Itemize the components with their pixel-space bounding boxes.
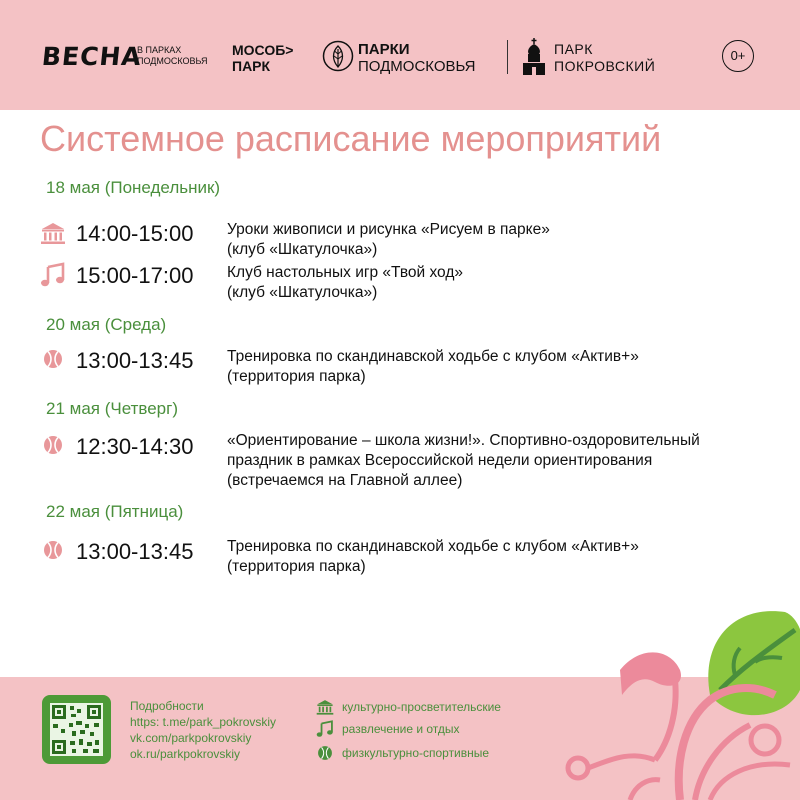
telegram-link[interactable]: https: t.me/park_pokrovskiy xyxy=(130,715,277,729)
event-time: 14:00-15:00 xyxy=(76,221,194,246)
age-rating-badge: 0+ xyxy=(722,40,754,72)
day-heading: 21 мая (Четверг) xyxy=(46,399,178,418)
parki-leaf-icon xyxy=(322,40,354,72)
ball-icon xyxy=(316,744,334,762)
music-note-icon xyxy=(316,720,334,738)
vesna-logo: ВЕСНА xyxy=(40,42,144,71)
ball-icon xyxy=(40,346,66,372)
details-label: Подробности xyxy=(130,699,204,713)
header-bar xyxy=(0,0,800,110)
event-description: Клуб настольных игр «Твой ход» (клуб «Шкатулочка») xyxy=(227,264,464,301)
legend-label: развлечение и отдых xyxy=(342,722,460,736)
event-description: «Ориентирование – школа жизни!». Спортивно-оздоровительный праздник в рамках Всероссийской недели ориентирования (встречаемся на Главной аллее) xyxy=(227,432,700,489)
header-divider xyxy=(507,40,508,74)
event-description: Уроки живописи и рисунка «Рисуем в парке» (клуб «Шкатулочка») xyxy=(227,221,550,258)
vk-link[interactable]: vk.com/parkpokrovskiy xyxy=(130,731,252,745)
park-pokrovskiy-logo: ПАРК ПОКРОВСКИЙ xyxy=(554,41,656,74)
leaf-flower-decoration xyxy=(560,600,800,800)
event-time: 13:00-13:45 xyxy=(76,539,194,564)
museum-icon xyxy=(40,220,66,246)
contacts-block xyxy=(130,698,276,762)
day-heading: 22 мая (Пятница) xyxy=(46,502,184,521)
ball-icon xyxy=(40,537,66,563)
legend-label: физкультурно-спортивные xyxy=(342,746,490,760)
event-time: 13:00-13:45 xyxy=(76,348,194,373)
music-note-icon xyxy=(40,262,66,288)
ball-icon xyxy=(40,432,66,458)
day-heading: 20 мая (Среда) xyxy=(46,315,167,334)
qr-code[interactable] xyxy=(42,695,111,764)
parki-podmoskovya-logo: ПАРКИ ПОДМОСКОВЬЯ xyxy=(358,41,476,75)
day-heading: 18 мая (Понедельник) xyxy=(46,178,221,197)
museum-icon xyxy=(316,698,334,716)
ok-link[interactable]: ok.ru/parkpokrovskiy xyxy=(130,747,241,761)
legend-label: культурно-просветительские xyxy=(342,700,501,714)
page-title: Системное расписание мероприятий xyxy=(40,118,662,159)
mosobpark-logo: МОСОБ> ПАРК xyxy=(232,42,294,74)
event-time: 15:00-17:00 xyxy=(76,263,194,288)
event-time: 12:30-14:30 xyxy=(76,434,194,459)
vesna-subtitle: В ПАРКАХ ПОДМОСКОВЬЯ xyxy=(137,45,208,66)
event-description: Тренировка по скандинавской ходьбе с клубом «Актив+» (территория парка) xyxy=(227,348,639,385)
church-icon xyxy=(520,37,548,75)
event-description: Тренировка по скандинавской ходьбе с клубом «Актив+» (территория парка) xyxy=(227,538,639,575)
